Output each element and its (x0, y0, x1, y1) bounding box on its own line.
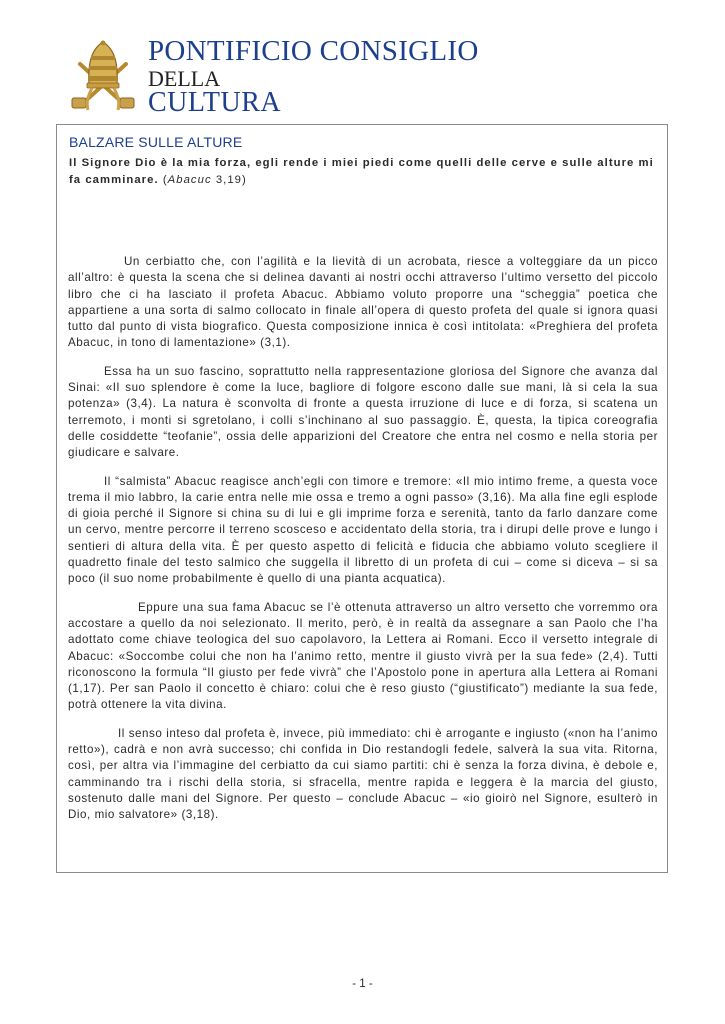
papal-emblem-icon (68, 40, 138, 112)
paragraph-3: Il “salmista” Abacuc reagisce anch’egli con timore e tremore: «Il mio intimo freme, a questa voce trema il mio labbro, la carie entra nelle mie ossa e tremo a ogni passo» (3,16). Ma alla fine egli esplode di gioia perché il Signore si china su di lui e gli imprime forza e serenità, tanto da farlo danzare come un cervo, mentre percorre il terreno scosceso e accidentato della storia, tra i dirupi delle prove e lungo i sentieri di altura della vita. È per questo aspetto di felicità e fiducia che abbiamo voluto scegliere il quadretto finale del testo salmico che suggella il libretto di un profeta di cui – come si diceva – si sa poco (il suo nome probabilmente è quello di una pianta acquatica). (68, 474, 658, 586)
epigraph-source-open: ( (158, 174, 168, 186)
paragraph-4: Eppure una sua fama Abacuc se l’è ottenuta attraverso un altro versetto che vorremmo ora accostare a quello da noi selezionato. Il merito, però, è in realtà da assegnare a san Paolo che l’ha adottato come chiave teologica del suo capolavoro, la Lettera ai Romani. Ecco il versetto integrale di Abacuc: «Soccombe colui che non ha l’animo retto, mentre il giusto vivrà per la sua fede» (2,4). Tutti riconoscono la formula “Il giusto per fede vivrà” che l’Apostolo pone in apertura alla Lettera ai Romani (1,17). Per san Paolo il concetto è chiaro: colui che è reso giusto (“giustificato”) mediante la sua fede, potrà ottenere la vita divina. (68, 600, 658, 712)
article-title: BALZARE SULLE ALTURE (69, 134, 243, 150)
epigraph-book: Abacuc (167, 174, 212, 186)
institution-name-line2: DELLA (148, 66, 221, 91)
institution-name-line1: PONTIFICIO CONSIGLIO (148, 35, 479, 67)
institution-name-line3: CULTURA (148, 87, 282, 118)
epigraph (69, 155, 659, 189)
epigraph-quote: Il Signore Dio è la mia forza, egli rende i miei piedi come quelli delle cerve e sulle alture mi fa camminare. (69, 157, 654, 186)
article-body (68, 254, 658, 836)
institution-name (148, 36, 479, 116)
paragraph-5: Il senso inteso dal profeta è, invece, più immediato: chi è arrogante e ingiusto («non ha l’animo retto»), cadrà e non avrà successo; chi confida in Dio restandogli fedele, salverà la sua vita. Ritorna, così, per altra via l’immagine del cerbiatto da cui siamo partiti: chi è senza la forza divina, è debole e, camminando tra i rischi della storia, si sfracella, mentre rapida e leggera è la marcia del giusto, sostenuto dalle mani del Signore. Per questo – conclude Abacuc – «io gioirò nel Signore, esulterò in Dio, mio salvatore» (3,18). (68, 726, 658, 822)
masthead (68, 36, 488, 116)
paragraph-2: Essa ha un suo fascino, soprattutto nella rappresentazione gloriosa del Signore che avanza dal Sinai: «Il suo splendore è come la luce, bagliore di folgore escono dalle sue mani, là si cela la sua potenza» (3,4). La natura è sconvolta di fronte a questa irruzione di luce e di forza, si scatena un terremoto, i monti si sgretolano, i colli s’inchinano al suo passaggio. È, questa, la tipica coreografia delle cosiddette “teofanie”, ossia delle apparizioni del Creatore che entra nel cosmo e nella storia per giudicare e salvare. (68, 364, 658, 460)
page-number: - 1 - (352, 978, 373, 990)
epigraph-reference: 3,19) (211, 174, 247, 186)
paragraph-1: Un cerbiatto che, con l’agilità e la lievità di un acrobata, riesce a volteggiare da un picco all’altro: è questa la scena che si delinea davanti ai nostri occhi attraverso l’ultimo versetto del piccolo libro che ci ha lasciato il profeta Abacuc. Abbiamo voluto proporre una “scheggia” poetica che appartiene a una sorta di salmo collocato in finale all’opera di questo profeta del quale si ignora quasi tutto dal punto di vista biografico. Questa composizione innica è così intitolata: «Preghiera del profeta Abacuc, in tono di lamentazione» (3,1). (68, 255, 658, 350)
